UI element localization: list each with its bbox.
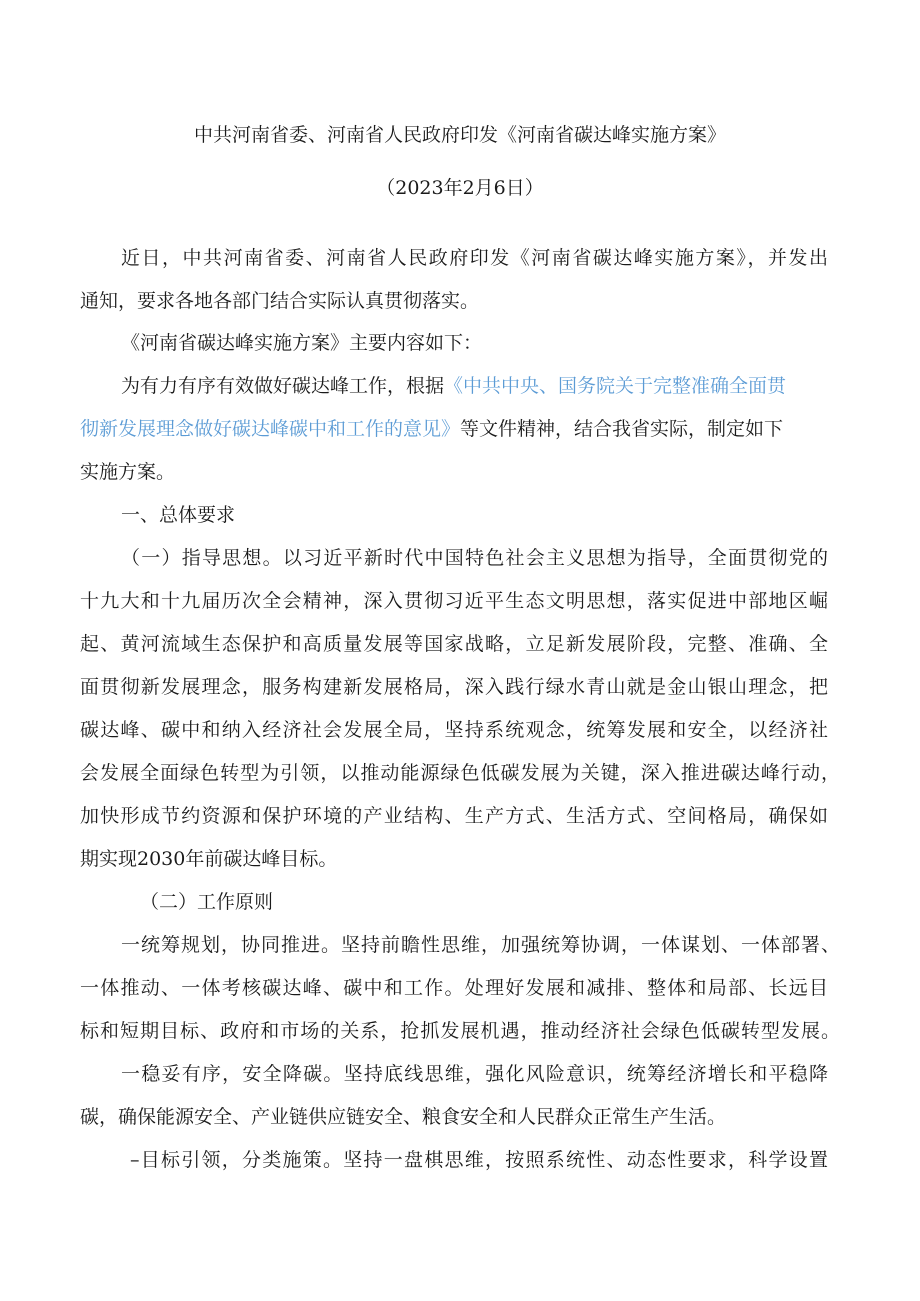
paragraph-line: –目标引领，分类施策。坚持一盘棋思维，按照系统性、动态性要求，科学设置 bbox=[130, 1149, 828, 1171]
paragraph-line: 加快形成节约资源和保护环境的产业结构、生产方式、生活方式、空间格局，确保如 bbox=[80, 805, 828, 827]
policy-document-link[interactable]: 彻新发展理念做好碳达峰碳中和工作的意见》 bbox=[80, 418, 461, 440]
paragraph-line: 标和短期目标、政府和市场的关系，抢抓发展机遇，推动经济社会绿色低碳转型发展。 bbox=[80, 1020, 840, 1042]
paragraph-line: 实施方案。 bbox=[80, 461, 176, 483]
section-heading: 一、总体要求 bbox=[121, 504, 236, 526]
document-title: 中共河南省委、河南省人民政府印发《河南省碳达峰实施方案》 bbox=[193, 124, 726, 146]
paragraph-line: 一体推动、一体考核碳达峰、碳中和工作。处理好发展和减排、整体和局部、长远目 bbox=[80, 977, 828, 999]
paragraph-line: 一稳妥有序，安全降碳。坚持底线思维，强化风险意识，统筹经济增长和平稳降 bbox=[121, 1063, 828, 1085]
paragraph-text: 为有力有序有效做好碳达峰工作，根据 bbox=[121, 375, 445, 397]
paragraph-line: 十九大和十九届历次全会精神，深入贯彻习近平生态文明思想，落实促进中部地区崛 bbox=[80, 590, 828, 612]
paragraph-text: 等文件精神，结合我省实际，制定如下 bbox=[460, 418, 784, 440]
document-date: （2023年2月6日） bbox=[376, 177, 544, 199]
subsection-heading: （二）工作原则 bbox=[140, 891, 274, 913]
paragraph-line bbox=[121, 374, 828, 398]
paragraph-line: 一统筹规划，协同推进。坚持前瞻性思维，加强统筹协调，一体谋划、一体部署、 bbox=[121, 934, 840, 956]
paragraph-line: 近日，中共河南省委、河南省人民政府印发《河南省碳达峰实施方案》，并发出 bbox=[121, 247, 828, 269]
paragraph-line: 起、黄河流域生态保护和高质量发展等国家战略，立足新发展阶段，完整、准确、全 bbox=[80, 633, 828, 655]
paragraph-line: （一）指导思想。以习近平新时代中国特色社会主义思想为指导，全面贯彻党的 bbox=[121, 547, 828, 569]
paragraph-line: 面贯彻新发展理念，服务构建新发展格局，深入践行绿水青山就是金山银山理念，把 bbox=[80, 676, 828, 698]
policy-document-link[interactable]: 《中共中央、国务院关于完整准确全面贯 bbox=[444, 375, 787, 397]
paragraph-line: 期实现2030年前碳达峰目标。 bbox=[80, 848, 338, 870]
paragraph-line: 《河南省碳达峰实施方案》主要内容如下： bbox=[121, 332, 483, 354]
paragraph-line: 碳达峰、碳中和纳入经济社会发展全局，坚持系统观念，统筹发展和安全，以经济社 bbox=[80, 719, 828, 741]
paragraph-line: 通知，要求各地各部门结合实际认真贯彻落实。 bbox=[80, 290, 480, 312]
paragraph-line bbox=[80, 417, 828, 441]
paragraph-line: 碳，确保能源安全、产业链供应链安全、粮食安全和人民群众正常生产生活。 bbox=[80, 1106, 727, 1128]
paragraph-line: 会发展全面绿色转型为引领，以推动能源绿色低碳发展为关键，深入推进碳达峰行动， bbox=[80, 762, 840, 784]
